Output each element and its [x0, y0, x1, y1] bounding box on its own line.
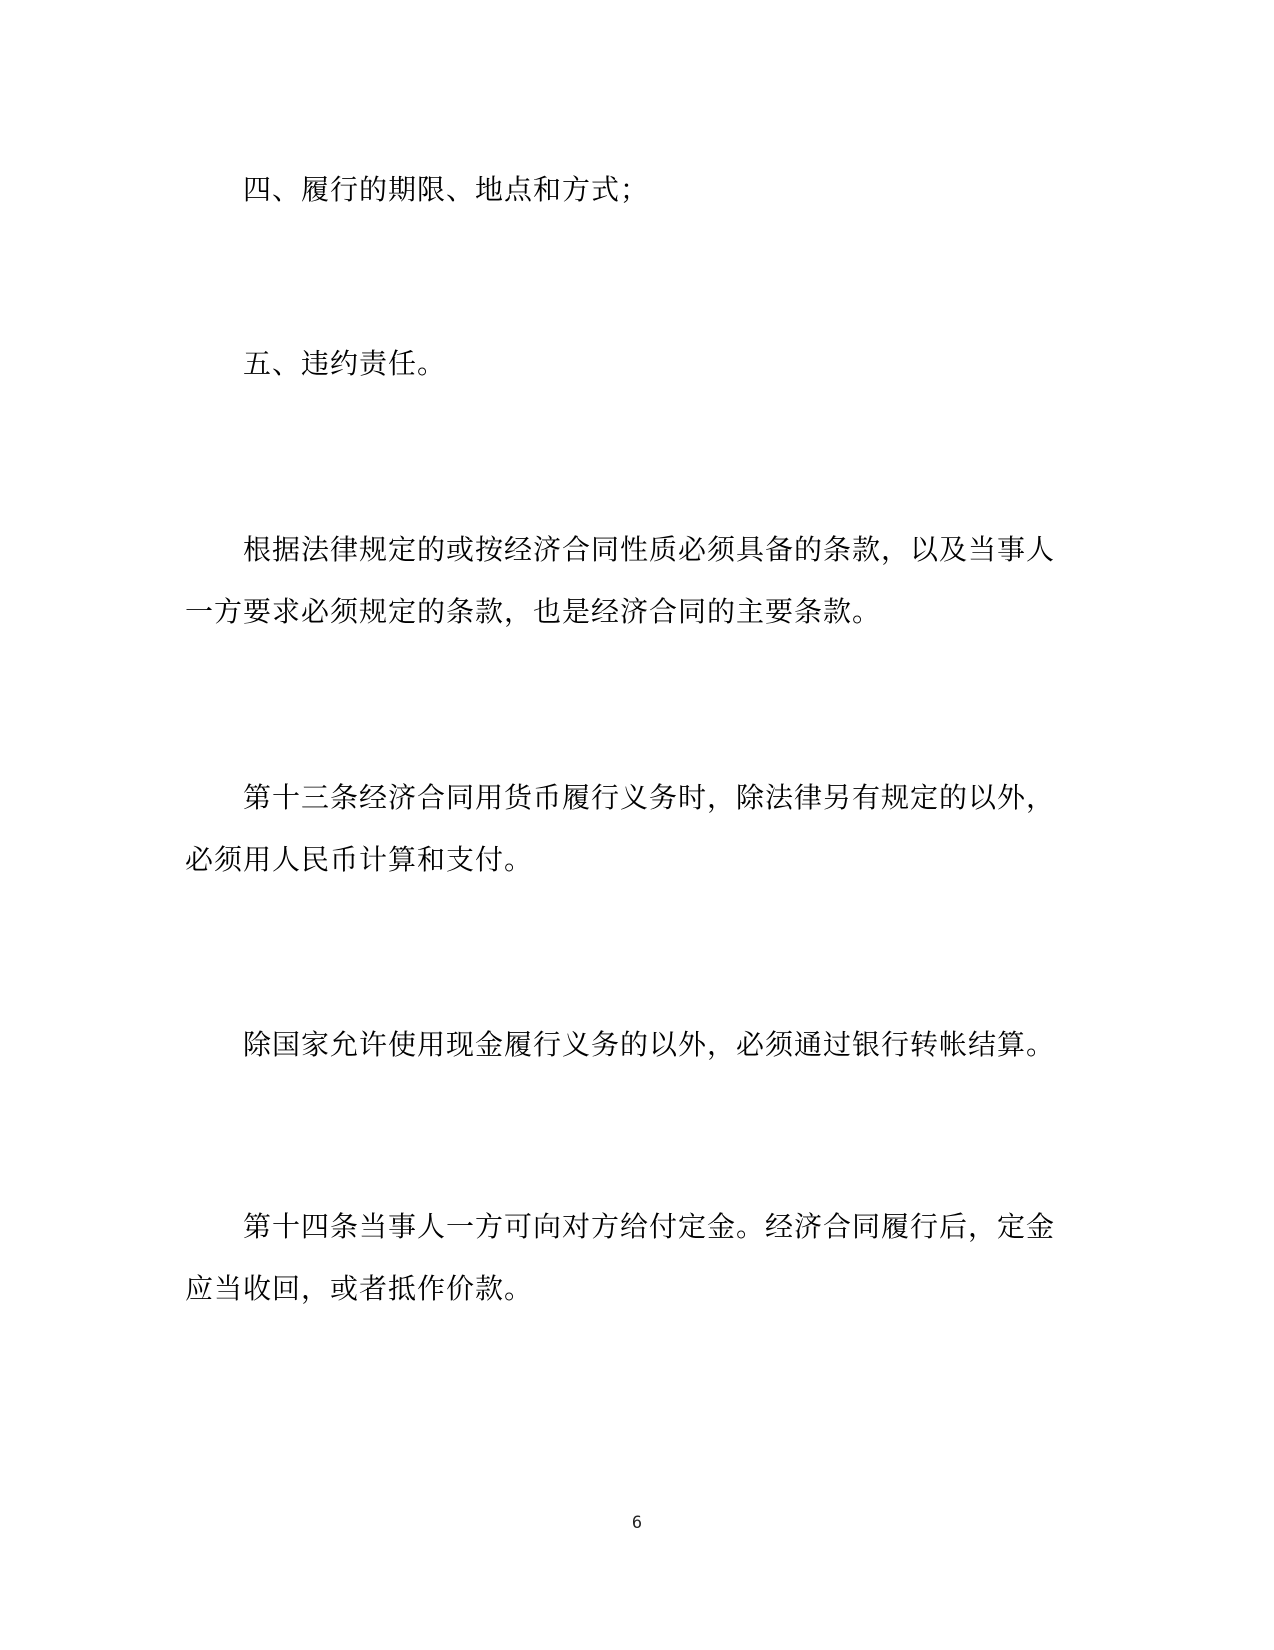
paragraph-line: 五、违约责任。: [243, 347, 447, 380]
paragraph-line: 根据法律规定的或按经济合同性质必须具备的条款，以及当事人: [243, 533, 1056, 566]
paragraph-line: 除国家允许使用现金履行义务的以外，必须通过银行转帐结算。: [243, 1028, 1056, 1061]
page-number: 6: [631, 1513, 643, 1533]
paragraph-article-14: [185, 1196, 1065, 1320]
paragraph-line: 第十三条经济合同用货币履行义务时，除法律另有规定的以外，: [243, 781, 1056, 814]
paragraph-line: 四、履行的期限、地点和方式；: [243, 173, 650, 206]
paragraph-line: 第十四条当事人一方可向对方给付定金。经济合同履行后，定金: [243, 1210, 1056, 1243]
paragraph-main-clauses: [185, 519, 1065, 643]
paragraph-bank-settlement: [185, 1014, 1065, 1076]
paragraph-article-13: [185, 767, 1065, 891]
paragraph-performance-terms: [185, 159, 1065, 221]
paragraph-line: 必须用人民币计算和支付。: [185, 843, 534, 876]
paragraph-breach-liability: [185, 333, 1065, 395]
paragraph-line: 一方要求必须规定的条款，也是经济合同的主要条款。: [185, 595, 882, 628]
paragraph-line: 应当收回，或者抵作价款。: [185, 1272, 534, 1305]
